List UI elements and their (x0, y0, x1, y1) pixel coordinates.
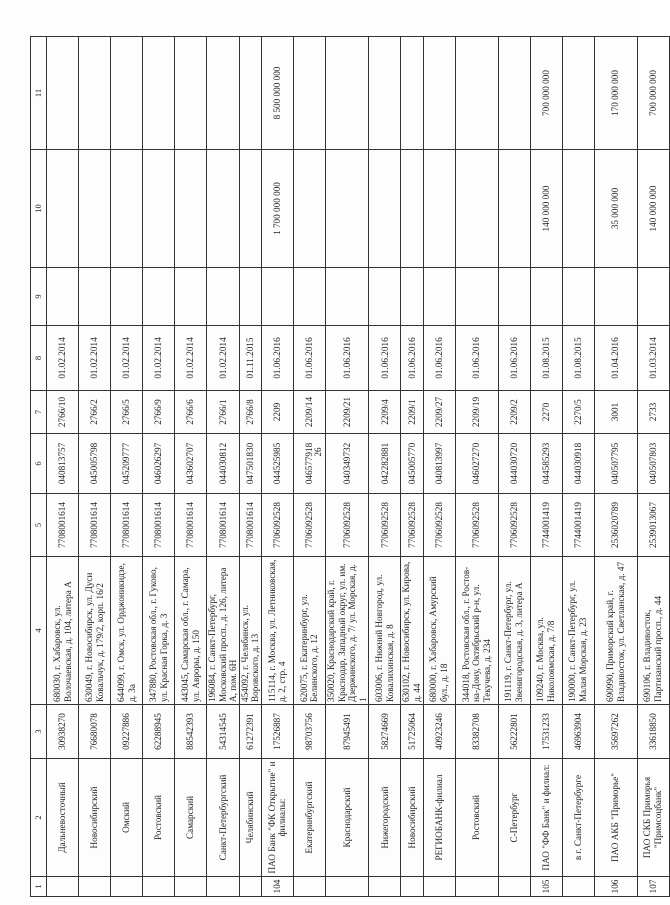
cell-col-9 (261, 268, 293, 326)
cell-col-2: ПАО СКБ Приморья "Примсоцбанк" (637, 759, 669, 877)
cell-col-9 (47, 268, 79, 326)
cell-col-2: Екатеринбургский (293, 759, 325, 877)
cell-col-11 (79, 37, 111, 150)
cell-col-1 (369, 877, 401, 897)
cell-col-8: 01.02.2014 (47, 326, 79, 391)
column-header: 4 (31, 557, 47, 705)
cell-col-3: 17531233 (530, 705, 562, 759)
cell-col-11: 8 500 000 000 (261, 37, 293, 150)
cell-col-1 (562, 877, 594, 897)
cell-col-11 (207, 37, 240, 150)
cell-col-4: 191119, г. Санкт-Петербург, ул. Звенигородская, д. 3, литера А (498, 557, 530, 705)
cell-col-3: 30938270 (47, 705, 79, 759)
cell-col-11 (562, 37, 594, 150)
cell-col-6: 044030720 (498, 434, 530, 494)
cell-col-1 (498, 877, 530, 897)
cell-col-5: 7708001614 (47, 494, 79, 557)
cell-col-3: 61272391 (239, 705, 261, 759)
column-header: 1 (31, 877, 47, 897)
cell-col-3: 58274669 (369, 705, 401, 759)
cell-col-2: Краснодарский (325, 759, 368, 877)
cell-col-8: 01.06.2016 (455, 326, 498, 391)
cell-col-11 (401, 37, 423, 150)
cell-col-1 (401, 877, 423, 897)
cell-col-8: 01.11.2015 (239, 326, 261, 391)
cell-col-11 (423, 37, 455, 150)
cell-col-3: 88542393 (175, 705, 207, 759)
cell-col-11 (293, 37, 325, 150)
cell-col-7: 2209/2 (498, 391, 530, 434)
cell-col-8: 01.06.2016 (423, 326, 455, 391)
cell-col-6: 044525985 (261, 434, 293, 494)
cell-col-2: Ростовский (455, 759, 498, 877)
cell-col-7: 2209/21 (325, 391, 368, 434)
cell-col-11 (175, 37, 207, 150)
cell-col-7: 2209/14 (293, 391, 325, 434)
cell-col-2: Новосибирский (401, 759, 423, 877)
cell-col-11: 170 000 000 (594, 37, 637, 150)
cell-col-4: 620075, г. Екатеринбург, ул. Белинского, д. 12 (293, 557, 325, 705)
cell-col-4: 690990, Приморский край, г. Владивосток, ул. Светланская, д. 47 (594, 557, 637, 705)
cell-col-3: 33618850 (637, 705, 669, 759)
cell-col-11 (143, 37, 175, 150)
cell-col-6: 045005798 (79, 434, 111, 494)
cell-col-1 (47, 877, 79, 897)
cell-col-4: 350020, Краснодарский край, г. Краснодар, Западный округ, ул. им. Дзержинского, д. 7/ ул. Морская, д. 1 (325, 557, 368, 705)
cell-col-10 (369, 150, 401, 268)
cell-col-10: 140 000 000 (530, 150, 562, 268)
cell-col-1: 107 (637, 877, 669, 897)
cell-col-8: 01.06.2016 (369, 326, 401, 391)
cell-col-10 (239, 150, 261, 268)
cell-col-3: 83382708 (455, 705, 498, 759)
cell-col-9 (325, 268, 368, 326)
cell-col-10: 35 000 000 (594, 150, 637, 268)
cell-col-4: 680000, г. Хабаровск, Амурский бул., д. 18 (423, 557, 455, 705)
table-row (455, 37, 498, 897)
cell-col-7: 2209/19 (455, 391, 498, 434)
rotated-table-container (30, 37, 664, 897)
cell-col-6: 040813757 (47, 434, 79, 494)
cell-col-6: 046027270 (455, 434, 498, 494)
cell-col-7: 2209/4 (369, 391, 401, 434)
cell-col-10 (47, 150, 79, 268)
table-row (79, 37, 111, 897)
cell-col-8: 01.08.2015 (530, 326, 562, 391)
cell-col-9 (293, 268, 325, 326)
cell-col-9 (79, 268, 111, 326)
cell-col-11 (498, 37, 530, 150)
cell-col-8: 01.08.2015 (562, 326, 594, 391)
cell-col-5: 7708001614 (143, 494, 175, 557)
cell-col-4: 603006, г. Нижний Новгород, ул. Ковалихинская, д. 8 (369, 557, 401, 705)
cell-col-1: 104 (261, 877, 293, 897)
cell-col-7: 2209/27 (423, 391, 455, 434)
cell-col-10 (498, 150, 530, 268)
table-row (401, 37, 423, 897)
cell-col-1 (79, 877, 111, 897)
cell-col-8: 01.03.2014 (637, 326, 669, 391)
cell-col-10 (79, 150, 111, 268)
table-row (594, 37, 637, 897)
cell-col-9 (369, 268, 401, 326)
cell-col-8: 01.06.2016 (293, 326, 325, 391)
cell-col-1 (293, 877, 325, 897)
cell-col-11 (47, 37, 79, 150)
cell-col-9 (562, 268, 594, 326)
cell-col-6: 040813997 (423, 434, 455, 494)
cell-col-3: 51725064 (401, 705, 423, 759)
cell-col-7: 2209 (261, 391, 293, 434)
cell-col-3: 35697262 (594, 705, 637, 759)
cell-col-6: 046577918 (293, 434, 325, 494)
cell-col-10 (325, 150, 368, 268)
cell-col-2: ПАО Банк "ФК Открытие" и филиалы: (261, 759, 293, 877)
cell-col-5: 7706092528 (369, 494, 401, 557)
cell-col-7: 2766/5 (111, 391, 143, 434)
cell-col-6: 044030812 (207, 434, 240, 494)
cell-col-1: 105 (530, 877, 562, 897)
cell-col-10 (562, 150, 594, 268)
table-row (111, 37, 143, 897)
cell-col-4: 630049, г. Новосибирск, ул. Дуси Ковальчук, д. 179/2, корп. 16/2 (79, 557, 111, 705)
cell-col-10 (293, 150, 325, 268)
cell-col-8: 01.02.2014 (111, 326, 143, 391)
cell-col-5: 7744001419 (530, 494, 562, 557)
cell-col-11: 700 000 000 (530, 37, 562, 150)
cell-col-4: 344018, Ростовская обл., г. Ростов-на-Дону, Октябрьский р-н, ул. Текучева, д. 234 (455, 557, 498, 705)
cell-col-5: 7708001614 (239, 494, 261, 557)
cell-col-10 (423, 150, 455, 268)
cell-col-7: 2766/1 (207, 391, 240, 434)
cell-col-1 (207, 877, 240, 897)
cell-col-7: 2766/8 (239, 391, 261, 434)
cell-col-5: 7708001614 (79, 494, 111, 557)
cell-col-4: 630102, г. Новосибирск, ул. Кирова, д. 44 (401, 557, 423, 705)
table-row (498, 37, 530, 897)
table-row (293, 37, 325, 897)
cell-col-5: 7706092528 (423, 494, 455, 557)
cell-col-5: 2539013067 (637, 494, 669, 557)
table-row (637, 37, 669, 897)
cell-col-9 (594, 268, 637, 326)
cell-col-7: 2270/5 (562, 391, 594, 434)
cell-col-11 (369, 37, 401, 150)
cell-col-4: 454092, г. Челябинск, ул. Воровского, д. 13 (239, 557, 261, 705)
cell-col-1 (111, 877, 143, 897)
cell-col-2: Челябинский (239, 759, 261, 877)
cell-col-2: РЕГИОБАНК-филиал (423, 759, 455, 877)
cell-col-9 (637, 268, 669, 326)
cell-col-7: 3001 (594, 391, 637, 434)
cell-col-5: 7708001614 (175, 494, 207, 557)
cell-col-4: 443045, Самарская обл., г. Самара, ул. Авроры, д. 150 (175, 557, 207, 705)
cell-col-3: 46963904 (562, 705, 594, 759)
cell-col-9 (143, 268, 175, 326)
cell-col-4: 680030, г. Хабаровск, ул. Волочаевская, д. 104, литера А (47, 557, 79, 705)
column-header: 3 (31, 705, 47, 759)
cell-col-3: 40923246 (423, 705, 455, 759)
table-row (47, 37, 79, 897)
cell-col-5: 7706092528 (261, 494, 293, 557)
cell-col-9 (111, 268, 143, 326)
cell-col-3: 87945491 (325, 705, 368, 759)
cell-col-8: 01.02.2014 (207, 326, 240, 391)
cell-col-2: ПАО АКБ "Приморье" (594, 759, 637, 877)
cell-col-11 (239, 37, 261, 150)
table-row (143, 37, 175, 897)
cell-col-3: 56222801 (498, 705, 530, 759)
cell-col-5: 7708001614 (207, 494, 240, 557)
cell-col-3: 62288945 (143, 705, 175, 759)
cell-col-2: в г. Санкт-Петербурге (562, 759, 594, 877)
cell-col-10 (455, 150, 498, 268)
table-row (207, 37, 240, 897)
cell-col-9 (401, 268, 423, 326)
cell-col-4: 196084, г. Санкт-Петербург, Московский просп., д. 126, литера А, пом. 6Н (207, 557, 240, 705)
cell-col-5: 7706092528 (498, 494, 530, 557)
cell-col-5: 7706092528 (293, 494, 325, 557)
cell-col-7: 2766/9 (143, 391, 175, 434)
cell-col-4: 690106, г. Владивосток, Партизанский просп., д. 44 (637, 557, 669, 705)
table-row (239, 37, 261, 897)
cell-col-9 (423, 268, 455, 326)
cell-col-11 (455, 37, 498, 150)
cell-col-2: Нижегородский (369, 759, 401, 877)
cell-col-4: 115114, г. Москва, ул. Летниковская, д. 2, стр. 4 (261, 557, 293, 705)
cell-col-9 (207, 268, 240, 326)
table-body (31, 37, 670, 897)
cell-col-3: 17526887 (261, 705, 293, 759)
cell-col-5: 7706092528 (401, 494, 423, 557)
cell-col-1 (325, 877, 368, 897)
page-number: 26 (313, 447, 323, 457)
column-header: 2 (31, 759, 47, 877)
cell-col-2: Новосибирский (79, 759, 111, 877)
cell-col-9 (498, 268, 530, 326)
cell-col-6: 040507795 (594, 434, 637, 494)
cell-col-11 (325, 37, 368, 150)
cell-col-6: 040507803 (637, 434, 669, 494)
cell-col-8: 01.06.2016 (261, 326, 293, 391)
table-row (562, 37, 594, 897)
cell-col-8: 01.02.2014 (143, 326, 175, 391)
cell-col-4: 644099, г. Омск, ул. Орджоникидзе, д. 3а (111, 557, 143, 705)
cell-col-4: 109240, г. Москва, ул. Николоямская, д. 7/8 (530, 557, 562, 705)
cell-col-8: 01.06.2016 (325, 326, 368, 391)
cell-col-2: ПАО "ФФ Банк" и филиал: (530, 759, 562, 877)
cell-col-10 (143, 150, 175, 268)
cell-col-10 (401, 150, 423, 268)
column-header: 11 (31, 37, 47, 150)
table-row (175, 37, 207, 897)
cell-col-6: 044030918 (562, 434, 594, 494)
cell-col-7: 2766/2 (79, 391, 111, 434)
cell-col-11 (111, 37, 143, 150)
cell-col-6: 043602707 (175, 434, 207, 494)
cell-col-2: Ростовский (143, 759, 175, 877)
cell-col-6: 046026297 (143, 434, 175, 494)
cell-col-5: 7708001614 (111, 494, 143, 557)
cell-col-5: 7744001419 (562, 494, 594, 557)
cell-col-3: 98703756 (293, 705, 325, 759)
cell-col-8: 01.04.2016 (594, 326, 637, 391)
cell-col-10 (111, 150, 143, 268)
column-header: 6 (31, 434, 47, 494)
table-row (369, 37, 401, 897)
column-header: 8 (31, 326, 47, 391)
cell-col-7: 2766/10 (47, 391, 79, 434)
cell-col-8: 01.02.2014 (175, 326, 207, 391)
cell-col-4: 190000, г. Санкт-Петербург, ул. Малая Морская, д. 23 (562, 557, 594, 705)
cell-col-1 (175, 877, 207, 897)
cell-col-10 (207, 150, 240, 268)
cell-col-5: 7706092528 (455, 494, 498, 557)
cell-col-3: 54314545 (207, 705, 240, 759)
cell-col-1: 106 (594, 877, 637, 897)
cell-col-5: 7706092528 (325, 494, 368, 557)
cell-col-10: 140 000 000 (637, 150, 669, 268)
cell-col-2: С-Петербург (498, 759, 530, 877)
cell-col-10 (175, 150, 207, 268)
cell-col-6: 040349732 (325, 434, 368, 494)
cell-col-8: 01.02.2014 (79, 326, 111, 391)
cell-col-9 (175, 268, 207, 326)
cell-col-9 (530, 268, 562, 326)
cell-col-9 (455, 268, 498, 326)
cell-col-6: 045005770 (401, 434, 423, 494)
cell-col-9 (239, 268, 261, 326)
column-header: 9 (31, 268, 47, 326)
cell-col-1 (143, 877, 175, 897)
cell-col-8: 01.06.2016 (401, 326, 423, 391)
cell-col-6: 045209777 (111, 434, 143, 494)
cell-col-7: 2733 (637, 391, 669, 434)
cell-col-11: 700 000 000 (637, 37, 669, 150)
column-header: 7 (31, 391, 47, 434)
cell-col-7: 2766/6 (175, 391, 207, 434)
cell-col-2: Дальневосточный (47, 759, 79, 877)
cell-col-10: 1 700 000 000 (261, 150, 293, 268)
cell-col-6: 042282881 (369, 434, 401, 494)
cell-col-7: 2209/1 (401, 391, 423, 434)
cell-col-3: 09227886 (111, 705, 143, 759)
column-header: 10 (31, 150, 47, 268)
cell-col-1 (239, 877, 261, 897)
table-row (261, 37, 293, 897)
cell-col-2: Омский (111, 759, 143, 877)
column-header: 5 (31, 494, 47, 557)
cell-col-1 (455, 877, 498, 897)
cell-col-5: 2536020789 (594, 494, 637, 557)
bank-registry-table (30, 36, 670, 897)
cell-col-3: 76680078 (79, 705, 111, 759)
cell-col-1 (423, 877, 455, 897)
cell-col-2: Самарский (175, 759, 207, 877)
table-row (530, 37, 562, 897)
table-row (423, 37, 455, 897)
table-row (325, 37, 368, 897)
header-row (31, 37, 47, 897)
cell-col-4: 347880, Ростовская обл., г. Гуково, ул. Красная Горка, д. 3 (143, 557, 175, 705)
cell-col-2: Санкт-Петербургский (207, 759, 240, 877)
cell-col-7: 2270 (530, 391, 562, 434)
cell-col-6: 044585293 (530, 434, 562, 494)
cell-col-8: 01.06.2016 (498, 326, 530, 391)
cell-col-6: 047501830 (239, 434, 261, 494)
